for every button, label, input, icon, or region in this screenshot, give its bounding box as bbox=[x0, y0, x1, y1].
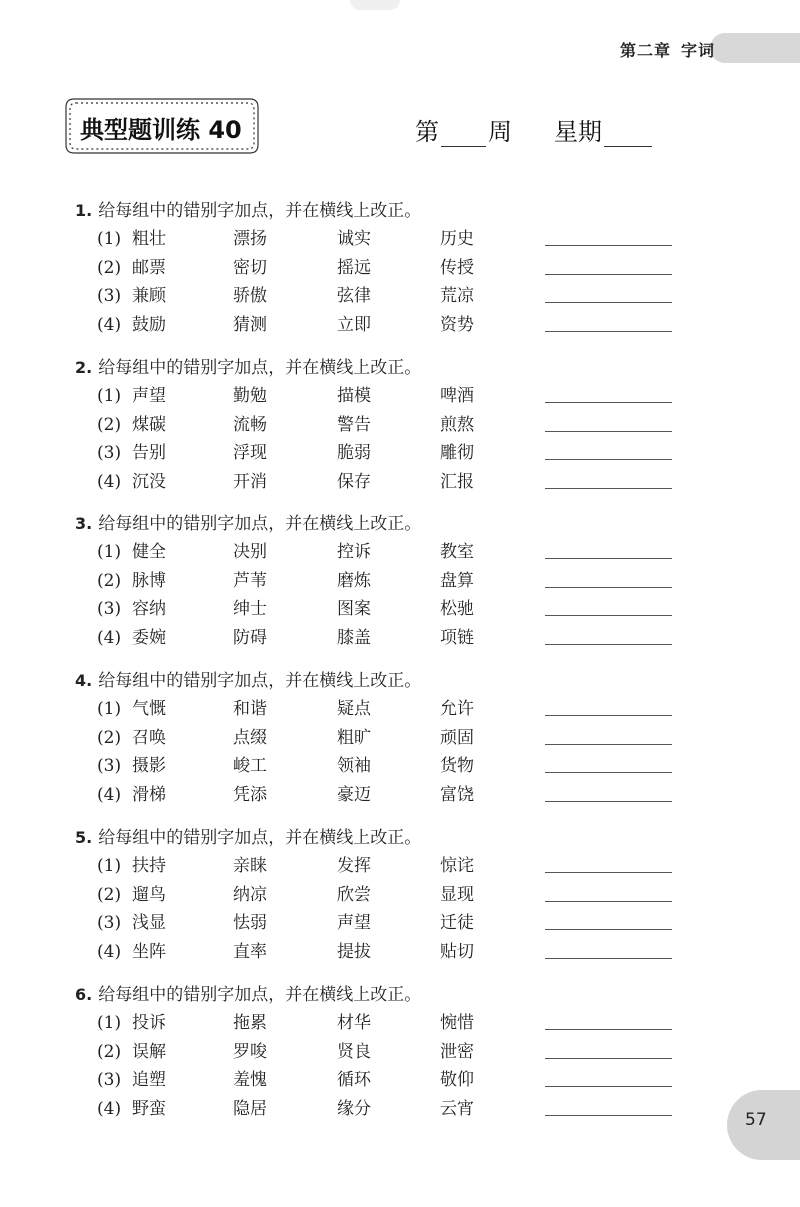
answer-blank[interactable] bbox=[545, 1029, 672, 1030]
word[interactable]: 绅士 bbox=[233, 599, 267, 619]
word[interactable]: 警告 bbox=[337, 414, 371, 435]
section-label: 字词 bbox=[681, 41, 716, 60]
question-prompt bbox=[75, 981, 695, 1009]
word[interactable]: 迁徒 bbox=[440, 913, 474, 933]
word[interactable]: 容纳 bbox=[132, 599, 166, 619]
word[interactable]: 误解 bbox=[132, 1041, 166, 1062]
word[interactable]: 告别 bbox=[132, 443, 166, 463]
answer-blank[interactable] bbox=[545, 431, 672, 432]
row-index: (4) bbox=[97, 314, 122, 335]
word[interactable]: 摄影 bbox=[132, 756, 166, 776]
answer-blank[interactable] bbox=[545, 1086, 672, 1087]
word[interactable]: 盘算 bbox=[440, 570, 474, 591]
word[interactable]: 决别 bbox=[233, 542, 267, 562]
answer-blank[interactable] bbox=[545, 1115, 672, 1116]
word[interactable]: 啤酒 bbox=[440, 386, 474, 406]
word[interactable]: 疑点 bbox=[337, 699, 371, 719]
week-blank[interactable] bbox=[441, 120, 486, 147]
row-index: (2) bbox=[97, 257, 122, 278]
word[interactable]: 委婉 bbox=[132, 627, 166, 648]
word-group-row bbox=[75, 1038, 695, 1067]
word[interactable]: 沉没 bbox=[132, 471, 166, 492]
word[interactable]: 描模 bbox=[337, 386, 371, 406]
word[interactable]: 点缀 bbox=[233, 727, 267, 748]
word-group-row bbox=[75, 538, 695, 567]
word[interactable]: 猜测 bbox=[233, 314, 267, 335]
page-number: 57 bbox=[745, 1110, 767, 1130]
word[interactable]: 领袖 bbox=[337, 756, 371, 776]
word[interactable]: 控诉 bbox=[337, 542, 371, 562]
row-index: (1) bbox=[97, 699, 122, 719]
word[interactable]: 遛鸟 bbox=[132, 884, 166, 905]
word-group-row bbox=[75, 724, 695, 753]
word[interactable]: 拖累 bbox=[233, 1013, 267, 1033]
answer-blank[interactable] bbox=[545, 901, 672, 902]
answer-blank[interactable] bbox=[545, 331, 672, 332]
answer-blank[interactable] bbox=[545, 929, 672, 930]
word[interactable]: 罗唆 bbox=[233, 1041, 267, 1062]
word[interactable]: 脉博 bbox=[132, 570, 166, 591]
row-index: (2) bbox=[97, 414, 122, 435]
word-group-row bbox=[75, 254, 695, 283]
question-number: 2. bbox=[75, 358, 93, 377]
word[interactable]: 立即 bbox=[337, 314, 371, 335]
word-group-row bbox=[75, 752, 695, 781]
word[interactable]: 声望 bbox=[132, 386, 166, 406]
question-prompt bbox=[75, 354, 695, 382]
weekday-label: 星期 bbox=[554, 118, 602, 146]
word[interactable]: 直率 bbox=[233, 941, 267, 962]
word[interactable]: 欣尝 bbox=[337, 884, 371, 905]
word-group-row bbox=[75, 938, 695, 967]
word[interactable]: 勤勉 bbox=[233, 386, 267, 406]
question-prompt bbox=[75, 824, 695, 852]
word-group-row bbox=[75, 282, 695, 311]
word-group-row bbox=[75, 624, 695, 653]
exercise-title: 典型题训练 40 bbox=[80, 116, 242, 144]
answer-blank[interactable] bbox=[545, 459, 672, 460]
question-prompt bbox=[75, 667, 695, 695]
chapter-label: 第二章 bbox=[620, 41, 672, 60]
answer-blank[interactable] bbox=[545, 801, 672, 802]
word[interactable]: 膝盖 bbox=[337, 627, 371, 648]
word[interactable]: 怯弱 bbox=[233, 913, 267, 933]
word-group-row bbox=[75, 1009, 695, 1038]
word[interactable]: 循环 bbox=[337, 1070, 371, 1090]
word[interactable]: 邮票 bbox=[132, 257, 166, 278]
word[interactable]: 弦律 bbox=[337, 286, 371, 306]
answer-blank[interactable] bbox=[545, 958, 672, 959]
row-index: (1) bbox=[97, 386, 122, 406]
question-number: 4. bbox=[75, 671, 93, 690]
question-text: 给每组中的错别字加点，并在横线上改正。 bbox=[98, 828, 422, 848]
question-text: 给每组中的错别字加点，并在横线上改正。 bbox=[98, 671, 422, 691]
row-index: (3) bbox=[97, 599, 122, 619]
answer-blank[interactable] bbox=[545, 644, 672, 645]
word-group-row bbox=[75, 439, 695, 468]
word[interactable]: 图案 bbox=[337, 599, 371, 619]
question-text: 给每组中的错别字加点，并在横线上改正。 bbox=[98, 201, 422, 221]
answer-blank[interactable] bbox=[545, 1058, 672, 1059]
word[interactable]: 隐居 bbox=[233, 1098, 267, 1119]
word[interactable]: 历史 bbox=[440, 229, 474, 249]
row-index: (4) bbox=[97, 941, 122, 962]
word[interactable]: 雕彻 bbox=[440, 443, 474, 463]
word[interactable]: 诚实 bbox=[337, 229, 371, 249]
row-index: (1) bbox=[97, 856, 122, 876]
word-group-row bbox=[75, 567, 695, 596]
word[interactable]: 密切 bbox=[233, 257, 267, 278]
word[interactable]: 纳凉 bbox=[233, 884, 267, 905]
answer-blank[interactable] bbox=[545, 488, 672, 489]
word[interactable]: 浮现 bbox=[233, 443, 267, 463]
word[interactable]: 项链 bbox=[440, 627, 474, 648]
word[interactable]: 野蛮 bbox=[132, 1098, 166, 1119]
row-index: (2) bbox=[97, 727, 122, 748]
answer-blank[interactable] bbox=[545, 872, 672, 873]
row-index: (3) bbox=[97, 1070, 122, 1090]
word[interactable]: 粗壮 bbox=[132, 229, 166, 249]
word[interactable]: 显现 bbox=[440, 884, 474, 905]
word-group-row bbox=[75, 695, 695, 724]
word[interactable]: 扶持 bbox=[132, 856, 166, 876]
question-number: 5. bbox=[75, 828, 93, 847]
word[interactable]: 开消 bbox=[233, 471, 267, 492]
word-group-row bbox=[75, 909, 695, 938]
word[interactable]: 教室 bbox=[440, 542, 474, 562]
word[interactable]: 浅显 bbox=[132, 913, 166, 933]
word[interactable]: 召唤 bbox=[132, 727, 166, 748]
answer-blank[interactable] bbox=[545, 302, 672, 303]
word[interactable]: 传授 bbox=[440, 257, 474, 278]
word-group-row bbox=[75, 382, 695, 411]
week-prefix: 第 bbox=[415, 118, 439, 146]
row-index: (1) bbox=[97, 229, 122, 249]
weekday-blank[interactable] bbox=[604, 120, 652, 147]
word[interactable]: 漂扬 bbox=[233, 229, 267, 249]
question-block bbox=[75, 667, 695, 809]
word[interactable]: 摇远 bbox=[337, 257, 371, 278]
word[interactable]: 气慨 bbox=[132, 699, 166, 719]
word[interactable]: 声望 bbox=[337, 913, 371, 933]
word[interactable]: 凭添 bbox=[233, 784, 267, 805]
word[interactable]: 顽固 bbox=[440, 727, 474, 748]
word[interactable]: 泄密 bbox=[440, 1041, 474, 1062]
word-group-row bbox=[75, 881, 695, 910]
question-block bbox=[75, 197, 695, 339]
word[interactable]: 允许 bbox=[440, 699, 474, 719]
word[interactable]: 富饶 bbox=[440, 784, 474, 805]
row-index: (4) bbox=[97, 784, 122, 805]
question-prompt bbox=[75, 197, 695, 225]
row-index: (2) bbox=[97, 1041, 122, 1062]
word[interactable]: 羞愧 bbox=[233, 1070, 267, 1090]
row-index: (4) bbox=[97, 471, 122, 492]
word[interactable]: 荒凉 bbox=[440, 286, 474, 306]
word[interactable]: 材华 bbox=[337, 1013, 371, 1033]
word-group-row bbox=[75, 595, 695, 624]
row-index: (3) bbox=[97, 443, 122, 463]
question-prompt bbox=[75, 510, 695, 538]
word[interactable]: 流畅 bbox=[233, 414, 267, 435]
row-index: (1) bbox=[97, 1013, 122, 1033]
chapter-tab bbox=[710, 33, 800, 63]
word-group-row bbox=[75, 468, 695, 497]
row-index: (3) bbox=[97, 756, 122, 776]
word[interactable]: 坐阵 bbox=[132, 941, 166, 962]
answer-blank[interactable] bbox=[545, 772, 672, 773]
answer-blank[interactable] bbox=[545, 744, 672, 745]
word[interactable]: 豪迈 bbox=[337, 784, 371, 805]
word[interactable]: 煎熬 bbox=[440, 414, 474, 435]
chapter-header bbox=[620, 38, 715, 61]
answer-blank[interactable] bbox=[545, 715, 672, 716]
answer-blank[interactable] bbox=[545, 615, 672, 616]
word-group-row bbox=[75, 225, 695, 254]
word[interactable]: 兼顾 bbox=[132, 286, 166, 306]
week-suffix: 周 bbox=[488, 118, 512, 146]
word[interactable]: 惊诧 bbox=[440, 856, 474, 876]
word[interactable]: 云宵 bbox=[440, 1098, 474, 1119]
answer-blank[interactable] bbox=[545, 274, 672, 275]
word[interactable]: 峻工 bbox=[233, 756, 267, 776]
word[interactable]: 投诉 bbox=[132, 1013, 166, 1033]
word[interactable]: 亲睐 bbox=[233, 856, 267, 876]
word[interactable]: 货物 bbox=[440, 756, 474, 776]
question-text: 给每组中的错别字加点，并在横线上改正。 bbox=[98, 358, 422, 378]
row-index: (2) bbox=[97, 570, 122, 591]
word[interactable]: 煤碳 bbox=[132, 414, 166, 435]
top-decoration bbox=[350, 0, 400, 10]
answer-blank[interactable] bbox=[545, 558, 672, 559]
date-line bbox=[415, 112, 652, 147]
word[interactable]: 磨炼 bbox=[337, 570, 371, 591]
word[interactable]: 脆弱 bbox=[337, 443, 371, 463]
word-group-row bbox=[75, 311, 695, 340]
row-index: (4) bbox=[97, 627, 122, 648]
word[interactable]: 粗旷 bbox=[337, 727, 371, 748]
word[interactable]: 芦苇 bbox=[233, 570, 267, 591]
question-number: 3. bbox=[75, 514, 93, 533]
row-index: (2) bbox=[97, 884, 122, 905]
word[interactable]: 贴切 bbox=[440, 941, 474, 962]
word-group-row bbox=[75, 1066, 695, 1095]
word[interactable]: 发挥 bbox=[337, 856, 371, 876]
word[interactable]: 缘分 bbox=[337, 1098, 371, 1119]
word[interactable]: 健全 bbox=[132, 542, 166, 562]
question-text: 给每组中的错别字加点，并在横线上改正。 bbox=[98, 985, 422, 1005]
word-group-row bbox=[75, 781, 695, 810]
answer-blank[interactable] bbox=[545, 402, 672, 403]
question-block bbox=[75, 824, 695, 966]
word[interactable]: 敬仰 bbox=[440, 1070, 474, 1090]
word-group-row bbox=[75, 852, 695, 881]
word[interactable]: 贤良 bbox=[337, 1041, 371, 1062]
word[interactable]: 松驰 bbox=[440, 599, 474, 619]
word[interactable]: 提拔 bbox=[337, 941, 371, 962]
word[interactable]: 骄傲 bbox=[233, 286, 267, 306]
question-number: 1. bbox=[75, 201, 93, 220]
row-index: (4) bbox=[97, 1098, 122, 1119]
word[interactable]: 惋惜 bbox=[440, 1013, 474, 1033]
answer-blank[interactable] bbox=[545, 245, 672, 246]
word[interactable]: 鼓励 bbox=[132, 314, 166, 335]
question-block bbox=[75, 981, 695, 1123]
question-text: 给每组中的错别字加点，并在横线上改正。 bbox=[98, 514, 422, 534]
word[interactable]: 保存 bbox=[337, 471, 371, 492]
row-index: (1) bbox=[97, 542, 122, 562]
question-block bbox=[75, 354, 695, 496]
question-number: 6. bbox=[75, 985, 93, 1004]
question-block bbox=[75, 510, 695, 652]
answer-blank[interactable] bbox=[545, 587, 672, 588]
word-group-row bbox=[75, 1095, 695, 1124]
word[interactable]: 防碍 bbox=[233, 627, 267, 648]
word[interactable]: 滑梯 bbox=[132, 784, 166, 805]
word-group-row bbox=[75, 411, 695, 440]
word[interactable]: 追塑 bbox=[132, 1070, 166, 1090]
word[interactable]: 汇报 bbox=[440, 471, 474, 492]
word[interactable]: 资势 bbox=[440, 314, 474, 335]
row-index: (3) bbox=[97, 286, 122, 306]
word[interactable]: 和谐 bbox=[233, 699, 267, 719]
row-index: (3) bbox=[97, 913, 122, 933]
